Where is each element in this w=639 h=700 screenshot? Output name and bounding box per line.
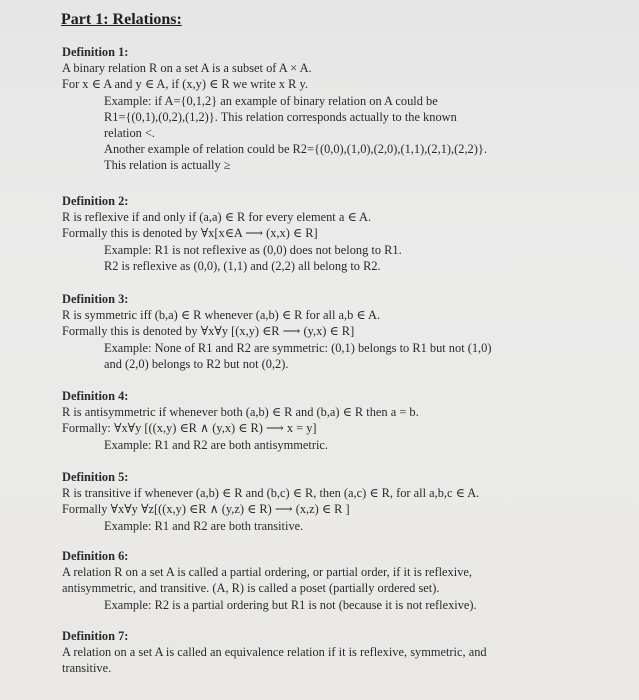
example-line: R2 is reflexive as (0,0), (1,1) and (2,2) all belong to R2. [104, 258, 381, 273]
definition-7 [62, 628, 487, 677]
definition-line: A binary relation R on a set A is a subset of A × A. [62, 61, 312, 76]
definition-heading: Definition 6: [62, 549, 129, 563]
definition-line: antisymmetric, and transitive. (A, R) is called a poset (partially ordered set). [62, 581, 440, 596]
example-line: relation <. [104, 126, 156, 141]
example-line: Example: None of R1 and R2 are symmetric: (0,1) belongs to R1 but not (1,0) [104, 340, 492, 355]
definition-line: A relation on a set A is called an equivalence relation if it is reflexive, symmetric, and [62, 645, 487, 660]
definition-heading: Definition 7: [62, 629, 129, 643]
definition-line: transitive. [62, 661, 112, 676]
example-line: and (2,0) belongs to R2 but not (0,2). [104, 356, 289, 371]
definition-3 [62, 291, 491, 372]
definition-heading: Definition 2: [62, 194, 129, 208]
example-line: Another example of relation could be R2={(0,0),(1,0),(2,0),(1,1),(2,1),(2,2)}. [104, 142, 487, 157]
definition-line: R is symmetric iff (b,a) ∈ R whenever (a,b) ∈ R for all a,b ∈ A. [62, 308, 381, 323]
example-line: Example: R1 is not reflexive as (0,0) does not belong to R1. [104, 242, 402, 257]
definition-line: R is reflexive if and only if (a,a) ∈ R for every element a ∈ A. [62, 210, 372, 225]
definition-line: R is transitive if whenever (a,b) ∈ R and (b,c) ∈ R, then (a,c) ∈ R, for all a,b,c ∈ A. [62, 486, 480, 501]
example-line: Example: if A={0,1,2} an example of binary relation on A could be [104, 93, 438, 108]
definition-line: Formally: ∀x∀y [((x,y) ∈R ∧ (y,x) ∈ R) ⟶ x = y] [62, 421, 317, 436]
example-line: This relation is actually ≥ [104, 158, 231, 173]
definition-line: Formally this is denoted by ∀x[x∈A ⟶ (x,x) ∈ R] [62, 226, 318, 241]
definition-heading: Definition 5: [62, 470, 129, 484]
definition-heading: Definition 4: [62, 389, 129, 403]
definition-5 [62, 469, 479, 534]
example-line: Example: R1 and R2 are both transitive. [104, 518, 304, 533]
definition-4 [62, 388, 419, 453]
example-line: R1={(0,1),(0,2),(1,2)}. This relation corresponds actually to the known [104, 109, 457, 124]
definition-line: A relation R on a set A is called a partial ordering, or partial order, if it is reflexive, [62, 565, 472, 580]
definition-line: Formally this is denoted by ∀x∀y [(x,y) ∈R ⟶ (y,x) ∈ R] [62, 324, 355, 339]
definition-1 [62, 44, 487, 174]
definition-line: For x ∈ A and y ∈ A, if (x,y) ∈ R we write x R y. [62, 77, 308, 92]
page-title: Part 1: Relations: [61, 11, 182, 28]
definition-6 [62, 548, 477, 613]
example-line: Example: R2 is a partial ordering but R1 is not (because it is not reflexive). [104, 597, 477, 612]
definition-line: R is antisymmetric if whenever both (a,b) ∈ R and (b,a) ∈ R then a = b. [62, 405, 419, 420]
definition-heading: Definition 1: [62, 45, 129, 59]
definition-2 [62, 193, 402, 274]
example-line: Example: R1 and R2 are both antisymmetric. [104, 437, 329, 452]
definition-line: Formally ∀x∀y ∀z[((x,y) ∈R ∧ (y,z) ∈ R) ⟶ (x,z) ∈ R ] [62, 502, 350, 517]
definition-heading: Definition 3: [62, 292, 129, 306]
